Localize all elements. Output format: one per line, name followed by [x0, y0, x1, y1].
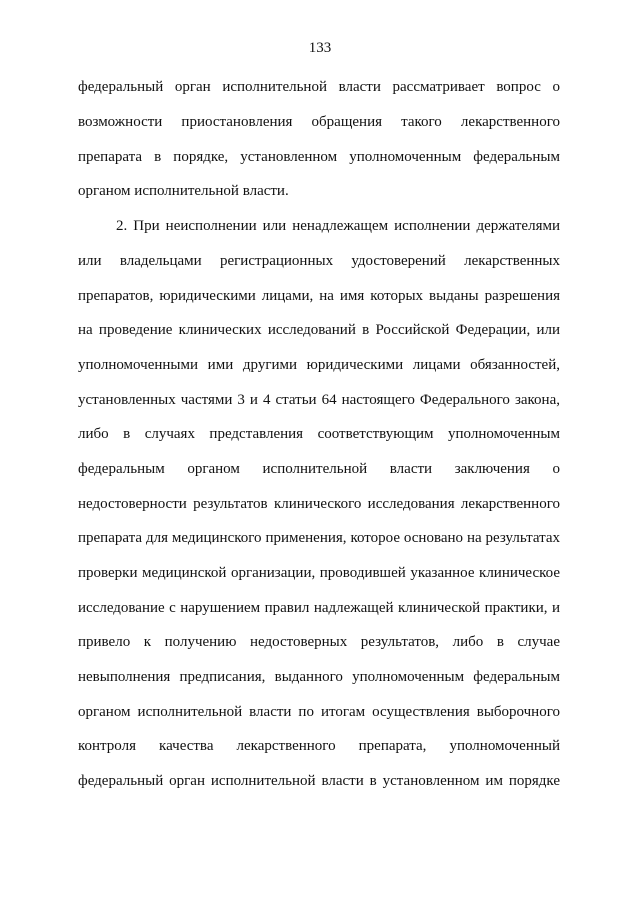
- page-number: 133: [308, 40, 332, 56]
- text-line: или владельцами регистрационных удостоверений лекарственных: [78, 253, 560, 269]
- text-line: уполномоченными ими другими юридическими лицами обязанностей,: [78, 357, 560, 373]
- text-line: возможности приостановления обращения такого лекарственного: [78, 114, 560, 130]
- text-line: органом исполнительной власти.: [78, 183, 289, 199]
- text-line: на проведение клинических исследований в Российской Федерации, или: [78, 322, 560, 338]
- text-line: органом исполнительной власти по итогам осуществления выборочного: [78, 704, 560, 720]
- paragraph-first-line: 2. При неисполнении или ненадлежащем исполнении держателями: [116, 218, 560, 234]
- text-line: федеральным органом исполнительной власти заключения о: [78, 461, 560, 477]
- text-line: либо в случаях представления соответствующим уполномоченным: [78, 426, 560, 442]
- text-line: препарата в порядке, установленном уполномоченным федеральным: [78, 149, 560, 165]
- text-line: невыполнения предписания, выданного уполномоченным федеральным: [78, 669, 560, 685]
- text-line: установленных частями 3 и 4 статьи 64 настоящего Федерального закона,: [78, 392, 560, 408]
- text-line: проверки медицинской организации, проводившей указанное клиническое: [78, 565, 560, 581]
- text-line: исследование с нарушением правил надлежащей клинической практики, и: [78, 600, 560, 616]
- text-line: федеральный орган исполнительной власти рассматривает вопрос о: [78, 79, 560, 95]
- text-line: контроля качества лекарственного препарата, уполномоченный: [78, 738, 560, 754]
- text-line: привело к получению недостоверных результатов, либо в случае: [78, 634, 560, 650]
- text-line: федеральный орган исполнительной власти в установленном им порядке: [78, 773, 560, 789]
- text-line: недостоверности результатов клинического исследования лекарственного: [78, 496, 560, 512]
- text-line: препарата для медицинского применения, которое основано на результатах: [78, 530, 560, 546]
- text-line: препаратов, юридическими лицами, на имя которых выданы разрешения: [78, 288, 560, 304]
